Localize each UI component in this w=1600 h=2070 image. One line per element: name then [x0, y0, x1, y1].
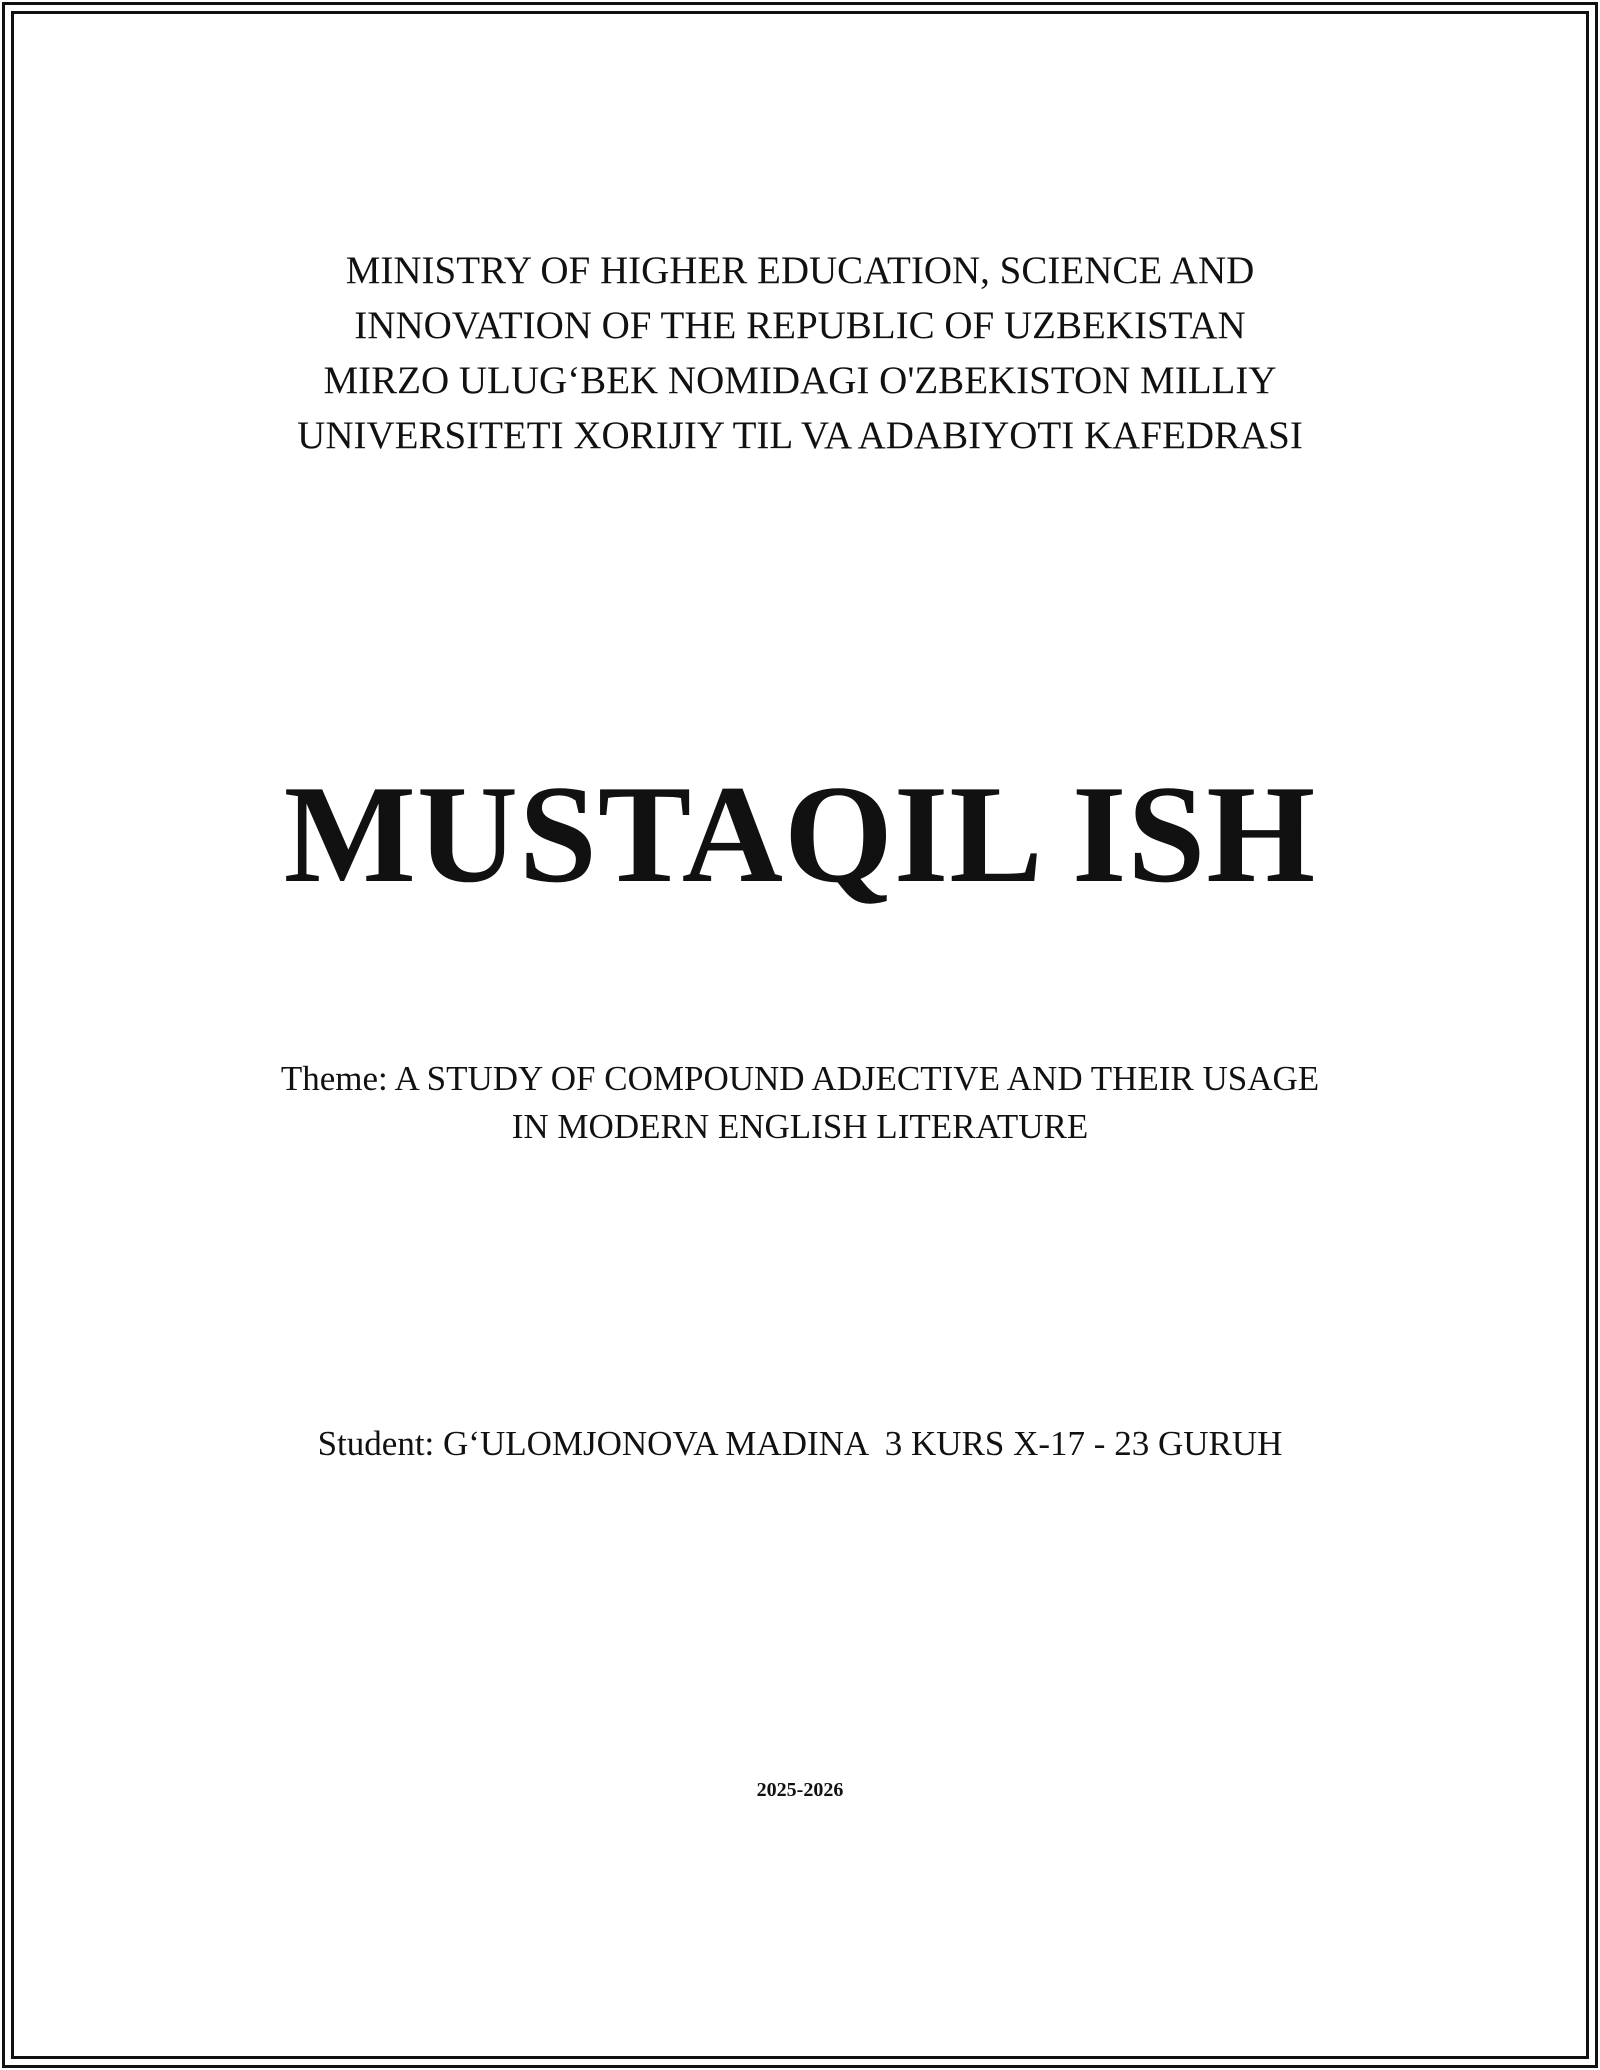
- student-info: Student: G‘ULOMJONOVA MADINA 3 KURS X-17 - 23 GURUH: [317, 1424, 1283, 1463]
- institution-header: [0, 243, 1600, 463]
- header-line-1: MINISTRY OF HIGHER EDUCATION, SCIENCE AND: [345, 249, 1255, 292]
- academic-year: 2025-2026: [756, 1779, 844, 1801]
- theme-line-2: IN MODERN ENGLISH LITERATURE: [511, 1107, 1089, 1146]
- document-title: MUSTAQIL ISH: [283, 757, 1317, 912]
- theme-block: [0, 1055, 1600, 1151]
- header-line-4: UNIVERSITETI XORIJIY TIL VA ADABIYOTI KAFEDRASI: [297, 414, 1303, 457]
- header-line-3: MIRZO ULUG‘BEK NOMIDAGI O'ZBEKISTON MILLIY: [323, 359, 1277, 402]
- header-line-2: INNOVATION OF THE REPUBLIC OF UZBEKISTAN: [354, 304, 1246, 347]
- theme-line-1: Theme: A STUDY OF COMPOUND ADJECTIVE AND THEIR USAGE: [280, 1059, 1320, 1098]
